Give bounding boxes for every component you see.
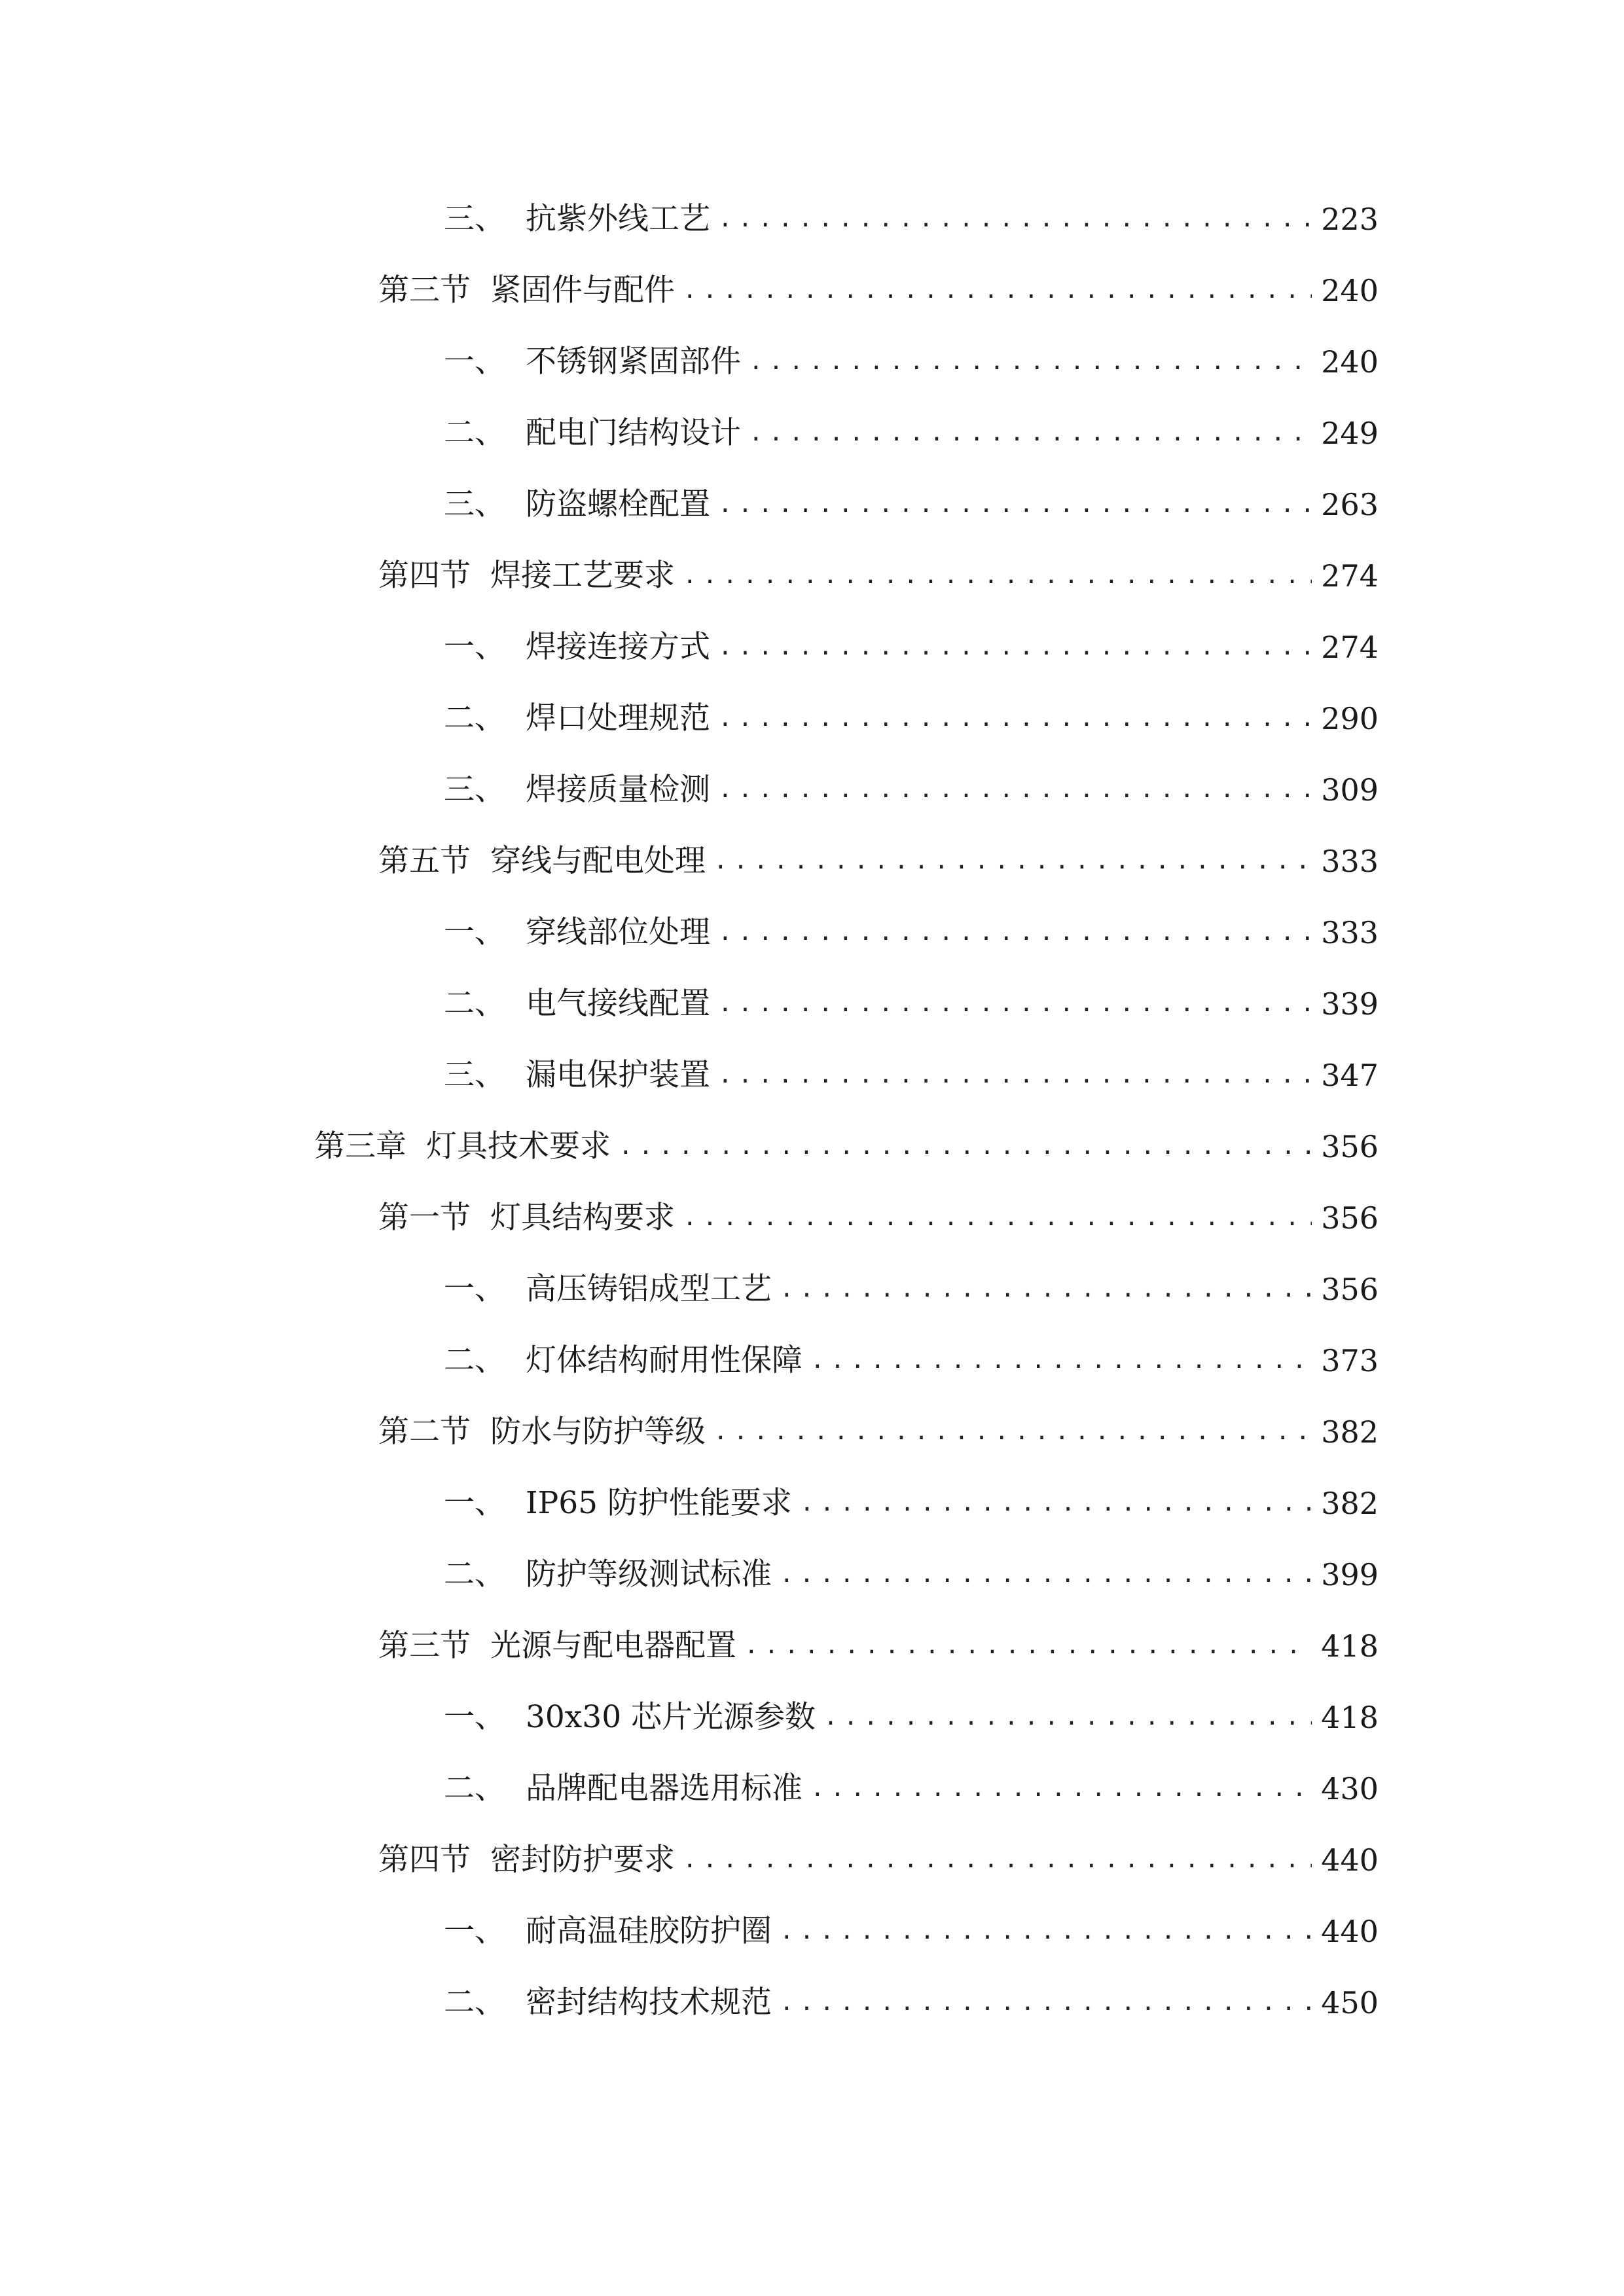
toc-entry[interactable] <box>444 1980 1379 2026</box>
toc-entry-title: 密封防护要求 <box>490 1842 675 1878</box>
toc-entry-title: 防水与防护等级 <box>490 1414 706 1450</box>
dot-leader <box>744 1623 1312 1669</box>
toc-entry-number: 二、 <box>444 415 505 451</box>
toc-entry[interactable] <box>378 1837 1379 1883</box>
dot-leader <box>718 981 1312 1027</box>
dot-leader <box>713 838 1312 884</box>
toc-entry-title: 焊口处理规范 <box>526 700 710 736</box>
toc-entry[interactable] <box>444 910 1379 956</box>
toc-entry-title: 抗紫外线工艺 <box>526 201 710 237</box>
dot-leader <box>780 1980 1312 2026</box>
toc-entry-number: 第五节 <box>378 843 471 879</box>
toc-entry[interactable] <box>444 624 1379 670</box>
dot-leader <box>718 696 1312 742</box>
toc-entry-page: 418 <box>1321 1628 1379 1664</box>
toc-entry[interactable] <box>378 838 1379 884</box>
dot-leader <box>780 1266 1312 1312</box>
toc-entry-page: 382 <box>1321 1486 1379 1521</box>
toc-entry-number: 三、 <box>444 1057 505 1093</box>
toc-entry[interactable] <box>444 981 1379 1027</box>
dot-leader <box>823 1695 1312 1740</box>
toc-entry[interactable] <box>444 196 1379 242</box>
dot-leader <box>683 1195 1312 1241</box>
toc-entry-title: 灯具技术要求 <box>426 1128 611 1164</box>
dot-leader <box>718 1052 1312 1098</box>
toc-entry-title: 光源与配电器配置 <box>490 1628 736 1664</box>
toc-entry[interactable] <box>444 1552 1379 1598</box>
dot-leader <box>619 1124 1312 1170</box>
toc-entry-page: 440 <box>1321 1914 1379 1949</box>
toc-entry-page: 240 <box>1321 344 1379 380</box>
toc-entry-title: 高压铸铝成型工艺 <box>526 1271 772 1307</box>
toc-entry-number: 三、 <box>444 201 505 237</box>
toc-entry-number: 一、 <box>444 629 505 665</box>
toc-entry-title: IP65 防护性能要求 <box>526 1485 792 1521</box>
dot-leader <box>718 767 1312 813</box>
toc-entry-title: 配电门结构设计 <box>526 415 741 451</box>
toc-entry-title: 不锈钢紧固部件 <box>526 344 741 380</box>
toc-entry[interactable] <box>444 696 1379 742</box>
toc-entry-number: 三、 <box>444 772 505 808</box>
toc-entry-number: 第三章 <box>314 1128 406 1164</box>
dot-leader <box>780 1909 1312 1954</box>
toc-entry-page: 418 <box>1321 1700 1379 1735</box>
toc-entry-title: 漏电保护装置 <box>526 1057 710 1093</box>
toc-entry[interactable] <box>444 1480 1379 1526</box>
dot-leader <box>683 553 1312 599</box>
toc-entry-page: 356 <box>1321 1272 1379 1307</box>
dot-leader <box>749 410 1312 456</box>
toc-entry[interactable] <box>444 339 1379 385</box>
toc-entry[interactable] <box>444 410 1379 456</box>
toc-entry-page: 399 <box>1321 1557 1379 1592</box>
toc-entry-page: 373 <box>1321 1343 1379 1378</box>
toc-entry[interactable] <box>378 268 1379 314</box>
toc-entry-title: 品牌配电器选用标准 <box>526 1770 803 1806</box>
toc-entry-number: 第四节 <box>378 558 471 594</box>
toc-entry-page: 450 <box>1321 1985 1379 2020</box>
toc-entry-number: 一、 <box>444 344 505 380</box>
toc-entry-number: 一、 <box>444 1271 505 1307</box>
dot-leader <box>713 1409 1312 1455</box>
toc-entry-number: 第四节 <box>378 1842 471 1878</box>
toc-entry-page: 223 <box>1321 202 1379 237</box>
dot-leader <box>718 196 1312 242</box>
toc-entry-title: 耐高温硅胶防护圈 <box>526 1913 772 1949</box>
toc-entry-number: 第三节 <box>378 272 471 308</box>
toc-entry-page: 440 <box>1321 1842 1379 1878</box>
toc-entry-title: 焊接质量检测 <box>526 772 710 808</box>
toc-entry-page: 356 <box>1321 1129 1379 1164</box>
toc-entry[interactable] <box>444 1695 1379 1740</box>
toc-entry-title: 灯体结构耐用性保障 <box>526 1342 803 1378</box>
toc-entry-number: 一、 <box>444 1913 505 1949</box>
toc-entry-number: 一、 <box>444 1699 505 1735</box>
dot-leader <box>800 1480 1312 1526</box>
toc-entry-page: 347 <box>1321 1058 1379 1093</box>
toc-entry-number: 二、 <box>444 1770 505 1806</box>
toc-entry-title: 防盗螺栓配置 <box>526 486 710 522</box>
toc-entry-number: 三、 <box>444 486 505 522</box>
toc-entry-number: 一、 <box>444 1485 505 1521</box>
toc-entry-page: 274 <box>1321 630 1379 665</box>
toc-entry[interactable] <box>444 1909 1379 1954</box>
toc-entry-page: 274 <box>1321 558 1379 594</box>
toc-entry-page: 339 <box>1321 986 1379 1022</box>
toc-entry[interactable] <box>314 1124 1379 1170</box>
toc-entry-number: 二、 <box>444 1556 505 1592</box>
toc-entry[interactable] <box>444 482 1379 528</box>
toc-entry[interactable] <box>444 1766 1379 1812</box>
toc-entry-title: 穿线部位处理 <box>526 914 710 950</box>
toc-entry-title: 密封结构技术规范 <box>526 1984 772 2020</box>
toc-entry-title: 紧固件与配件 <box>490 272 675 308</box>
toc-entry-number: 第三节 <box>378 1628 471 1664</box>
toc-entry[interactable] <box>378 553 1379 599</box>
toc-entry-number: 一、 <box>444 914 505 950</box>
toc-entry[interactable] <box>444 1338 1379 1384</box>
toc-entry-number: 二、 <box>444 1984 505 2020</box>
toc-entry-title: 灯具结构要求 <box>490 1200 675 1236</box>
dot-leader <box>749 339 1312 385</box>
toc-entry-title: 穿线与配电处理 <box>490 843 706 879</box>
toc-entry-page: 382 <box>1321 1414 1379 1450</box>
dot-leader <box>683 1837 1312 1883</box>
toc-entry-page: 263 <box>1321 487 1379 522</box>
dot-leader <box>718 910 1312 956</box>
toc-entry-title: 电气接线配置 <box>526 986 710 1022</box>
toc-entry-title: 30x30 芯片光源参数 <box>526 1699 816 1735</box>
toc-entry-page: 249 <box>1321 416 1379 451</box>
toc-entry-page: 356 <box>1321 1200 1379 1236</box>
toc-entry-page: 430 <box>1321 1771 1379 1806</box>
dot-leader <box>718 482 1312 528</box>
toc-entry-number: 第一节 <box>378 1200 471 1236</box>
dot-leader <box>718 624 1312 670</box>
toc-entry-title: 防护等级测试标准 <box>526 1556 772 1592</box>
toc-entry-page: 309 <box>1321 772 1379 808</box>
toc-entry-number: 第二节 <box>378 1414 471 1450</box>
dot-leader <box>780 1552 1312 1598</box>
dot-leader <box>683 268 1312 314</box>
toc-entry-number: 二、 <box>444 700 505 736</box>
toc-entry-title: 焊接工艺要求 <box>490 558 675 594</box>
toc-entry[interactable] <box>378 1409 1379 1455</box>
toc-entry[interactable] <box>444 767 1379 813</box>
toc-entry[interactable] <box>378 1195 1379 1241</box>
toc-entry-page: 333 <box>1321 844 1379 879</box>
toc-entry-number: 二、 <box>444 1342 505 1378</box>
toc-entry-page: 240 <box>1321 273 1379 308</box>
toc-entry-title: 焊接连接方式 <box>526 629 710 665</box>
dot-leader <box>810 1338 1312 1384</box>
toc-entry[interactable] <box>378 1623 1379 1669</box>
toc-entry[interactable] <box>444 1052 1379 1098</box>
dot-leader <box>810 1766 1312 1812</box>
toc-entry-page: 333 <box>1321 915 1379 950</box>
toc-entry-page: 290 <box>1321 701 1379 736</box>
toc-entry-number: 二、 <box>444 986 505 1022</box>
toc-entry[interactable] <box>444 1266 1379 1312</box>
